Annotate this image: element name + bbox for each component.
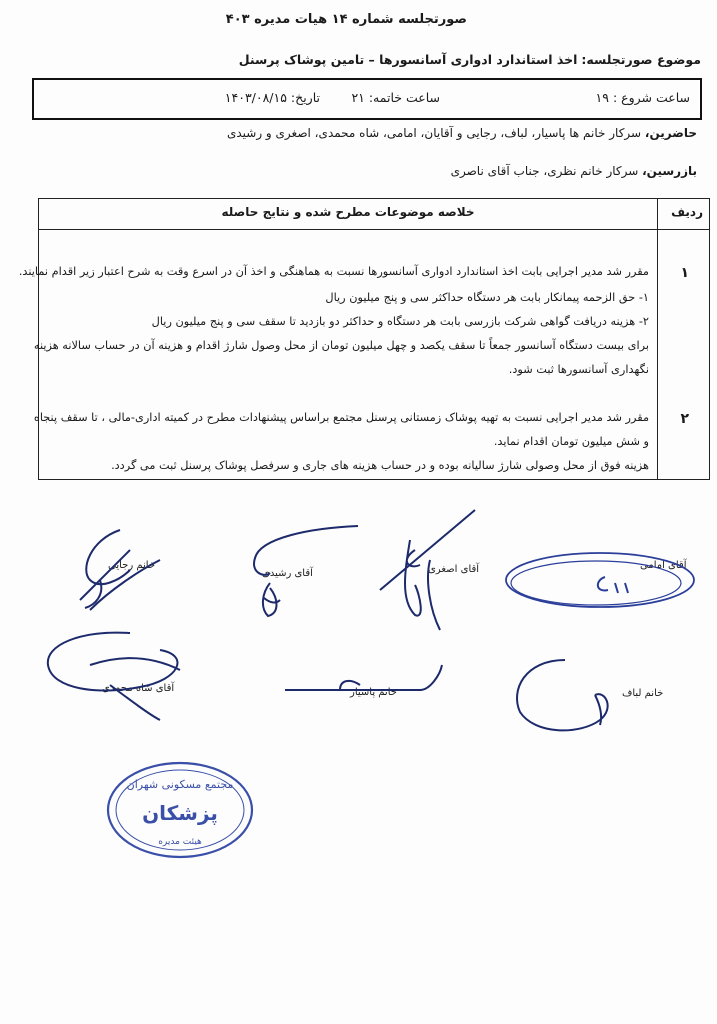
column-header-row-number: ردیف [671, 205, 703, 219]
signature-asghari [370, 500, 480, 640]
stamp-center-text: پزشکان [142, 801, 218, 825]
signature-pasyar [280, 660, 450, 700]
header-divider [39, 229, 709, 230]
row-1-line-2: ۱- حق الزحمه پیمانکار بابت هر دستگاه حداکثر سی و پنج میلیون ریال [325, 291, 649, 304]
row-2-line-2: و شش میلیون تومان اقدام نماید. [493, 435, 649, 448]
signature-label-labbaf: خانم لباف [622, 688, 664, 699]
inspectors-value: سرکار خانم نظری، جناب آقای ناصری [450, 164, 643, 178]
attendees-label: حاضرین، [644, 126, 697, 140]
signature-label-emami: آقای امامی [640, 560, 687, 571]
attendees-line [227, 126, 697, 140]
signature-label-asghari: آقای اصغری [428, 564, 480, 575]
signature-label-rajaei: خانم رجایی [108, 560, 156, 571]
signature-label-rashidi: آقای رشیدی [262, 568, 313, 579]
committee-stamp-icon [105, 760, 255, 860]
subject-line [239, 52, 701, 67]
row-number: ۱ [680, 265, 689, 281]
signature-rajaei [60, 520, 170, 620]
stamp-top-text: مجتمع مسکونی شهران [126, 778, 234, 791]
signature-labbaf [505, 650, 625, 740]
row-1-line-3: ۲- هزینه دریافت گواهی شرکت بازرسی بابت هر دستگاه و حداکثر دو بازدید تا سقف سی و پنج میلیون ریال [151, 315, 649, 328]
row-1-line-5: نگهداری آسانسورها ثبت شود. [508, 363, 649, 376]
row-number: ۲ [680, 411, 689, 427]
attendees-value: سرکار خانم ها پاسیار، لباف، رجایی و آقایان، امامی، شاه محمدی، اصغری و رشیدی [226, 126, 645, 140]
signature-emami [500, 545, 700, 615]
subject-value: اخذ استاندارد ادواری آسانسورها – تامین پوشاک پرسنل [238, 52, 578, 67]
stamp-bottom-text: هیئت مدیره [158, 837, 202, 847]
signature-shahmohammadi [40, 625, 200, 725]
meeting-date: تاریخ: ۱۴۰۳/۰۸/۱۵ [224, 90, 320, 105]
row-2-line-3: هزینه فوق از محل وصولی شارژ سالیانه بوده و در حساب هزینه های جاری و سرفصل پوشاک پرسنل ثبت می گردد. [111, 459, 649, 472]
end-time: ساعت خاتمه: ۲۱ [351, 90, 440, 105]
inspectors-line [451, 164, 697, 178]
document-title: صورتجلسه شماره ۱۴ هیات مدیره ۴۰۳ [225, 12, 467, 27]
row-1-line-1: مقرر شد مدیر اجرایی بابت اخذ استاندارد ادواری آسانسورها نسبت به هماهنگی و اخذ آن در اسرع وقت به شرح اعتبار زیر اقدام نمایند. [18, 265, 649, 278]
signature-rashidi [240, 518, 360, 628]
resolutions-table [18, 198, 710, 480]
column-divider [657, 199, 658, 479]
meeting-info-box [32, 78, 702, 120]
signature-label-shahmohammadi: آقای شاه محمدی [102, 683, 175, 694]
row-1-line-4: برای بیست دستگاه آسانسور جمعاً تا سقف یکصد و چهل میلیون تومان از محل وصول شارژ اقدام و هزینه آن در حساب سالانه هزینه [33, 339, 649, 352]
start-time: ساعت شروع : ۱۹ [595, 90, 690, 105]
row-2-line-1: مقرر شد مدیر اجرایی نسبت به تهیه پوشاک زمستانی پرسنل مجتمع براساس پیشنهادات مطرح در کمیته اداری-مالی ، تا سقف پنجاه [33, 411, 649, 424]
subject-label: موضوع صورتجلسه: [581, 52, 701, 67]
column-header-summary: خلاصه موضوعات مطرح شده و نتایج حاصله [221, 205, 475, 219]
inspectors-label: بازرسین، [642, 164, 697, 178]
signature-label-pasyar: خانم پاسیار [350, 687, 397, 698]
